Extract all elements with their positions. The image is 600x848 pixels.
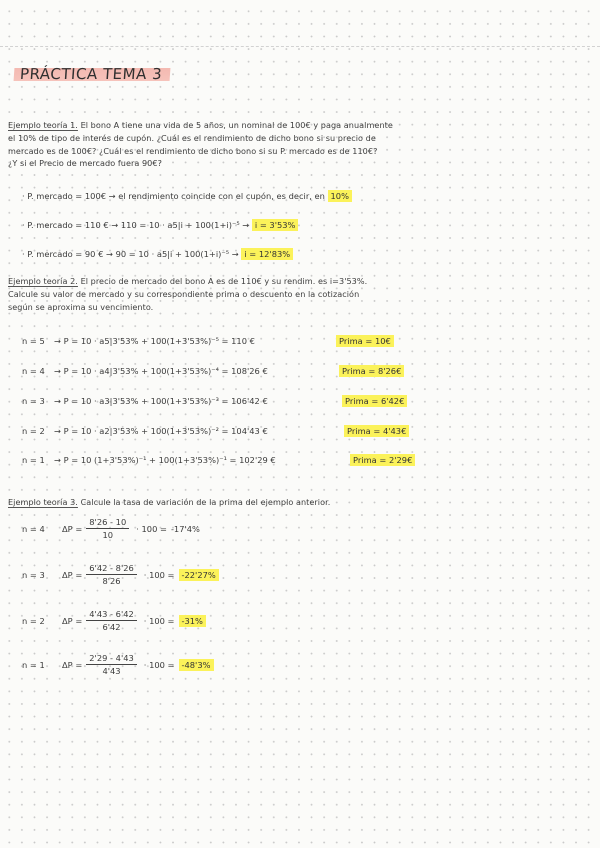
ex2-row-4-n: n = 2 <box>22 426 45 436</box>
ex3-row-4-denominator: 4'43 <box>102 666 121 676</box>
ex2-row-2-eq: → P = 10 · a4|3'53% + 100(1+3'53%)⁻⁴ = 108'26 € <box>54 366 268 376</box>
ex3-row-2-fraction <box>86 563 137 586</box>
ex3-row-1-numerator: 8'26 - 10 <box>86 517 129 529</box>
ex1-line-2-text: → 110 = 10 · a5|i + 100(1+i)⁻⁵ → <box>111 220 250 230</box>
ex2-row-5-n: n = 1 <box>22 455 45 465</box>
ex3-row-1-times: · 100 = <box>136 523 167 534</box>
ex1-line-3-lhs: P. mercado = 90 € <box>27 249 104 259</box>
page-top-divider <box>0 46 600 47</box>
page-title: PRÁCTICA TEMA 3 <box>13 64 171 85</box>
ex3-row <box>22 563 219 586</box>
ex1-text-line-2: el 10% de tipo de interés de cupón. ¿Cuál es el rendimiento de dicho bono si su precio de <box>8 132 376 143</box>
ex3-row-3-n: n = 2 <box>22 615 45 626</box>
ex3-row-3-result: -31% <box>179 615 206 627</box>
ex3-text: Calcule la tasa de variación de la prima del ejemplo anterior. <box>80 497 331 507</box>
ex3-row-1-n: n = 4 <box>22 523 45 534</box>
ex2-text-line-1: El precio de mercado del bono A es de 110€ y su rendim. es i=3'53%. <box>80 276 368 286</box>
ex3-row-3-numerator: 4'43 - 6'42 <box>86 609 137 621</box>
ex2-row-4-eq: → P = 10 · a2|3'53% + 100(1+3'53%)⁻² = 104'43 € <box>54 426 268 436</box>
ex3-row-4-dp: ΔP = <box>62 659 83 670</box>
ex2-heading: Ejemplo teoría 2. <box>8 276 78 286</box>
ex3-row-3-denominator: 6'42 <box>102 622 121 632</box>
ex2-row-1-eq: → P = 10 · a5|3'53% + 100(1+3'53%)⁻⁵ = 110 € <box>54 336 255 346</box>
ex2-row-4-prima: Prima = 4'43€ <box>344 425 409 437</box>
ex3-heading: Ejemplo teoría 3. <box>8 497 78 507</box>
ex1-statement <box>8 119 548 170</box>
ex2-statement <box>8 275 548 313</box>
ex2-row-3-n: n = 3 <box>22 396 45 406</box>
ex1-line-3-text: → 90 = 10 · a5|i + 100(1+i)⁻⁵ → <box>106 249 239 259</box>
ex3-row-2-n: n = 3 <box>22 569 45 580</box>
ex2-row-3-eq: → P = 10 · a3|3'53% + 100(1+3'53%)⁻³ = 106'42 € <box>54 396 268 406</box>
ex3-row-2-dp: ΔP = <box>62 569 83 580</box>
ex2-text-line-3: según se aproxima su vencimiento. <box>8 301 154 312</box>
ex1-text-line-3: mercado es de 100€? ¿Cuál es el rendimiento de dicho bono si su P. mercado es de 110€? <box>8 145 378 156</box>
ex1-heading: Ejemplo teoría 1. <box>8 120 78 130</box>
ex3-row-1-fraction <box>86 517 129 540</box>
ex3-row <box>22 609 206 632</box>
ex2-text-line-2: Calcule su valor de mercado y su correspondiente prima o descuento en la cotización <box>8 288 360 299</box>
ex1-line-1-result: 10% <box>328 190 352 202</box>
ex1-line-2: · P. mercado = 110 € → 110 = 10 · a5|i + 100(1+i)⁻⁵ → i = 3'53% <box>22 220 298 230</box>
ex3-row-2-times: · 100 = <box>143 569 175 580</box>
ex2-row-3-prima: Prima = 6'42€ <box>342 395 407 407</box>
ex2-row <box>22 426 409 436</box>
ex1-line-1-text: → el rendimiento coincide con el cupón, es decir, en <box>108 191 325 201</box>
ex3-row <box>22 517 200 540</box>
ex3-row-1-dp: ΔP = <box>62 523 83 534</box>
ex3-statement <box>8 496 330 509</box>
ex3-row-1-result: -17'4% <box>170 523 200 534</box>
ex3-row-3-dp: ΔP = <box>62 615 83 626</box>
ex1-text-line-1: El bono A tiene una vida de 5 años, un nominal de 100€ y paga anualmente <box>80 120 393 130</box>
ex2-row-1-n: n = 5 <box>22 336 45 346</box>
ex2-row-5-prima: Prima = 2'29€ <box>350 454 415 466</box>
ex2-row <box>22 366 404 376</box>
ex1-line-2-result: i = 3'53% <box>252 219 299 231</box>
ex2-row-1-prima: Prima = 10€ <box>336 335 394 347</box>
ex2-row <box>22 396 407 406</box>
ex1-line-3-result: i = 12'83% <box>241 248 293 260</box>
ex3-row-3-times: · 100 = <box>143 615 175 626</box>
ex3-row-4-times: · 100 = <box>143 659 175 670</box>
ex2-row <box>22 455 415 465</box>
ex3-row-2-numerator: 6'42 - 8'26 <box>86 563 137 575</box>
ex2-row-2-n: n = 4 <box>22 366 45 376</box>
ex2-row <box>22 336 394 346</box>
ex2-row-5-eq: → P = 10 (1+3'53%)⁻¹ + 100(1+3'53%)⁻¹ = 102'29 € <box>54 455 276 465</box>
ex1-text-line-4: ¿Y si el Precio de mercado fuera 90€? <box>8 158 162 169</box>
ex3-row-4-result: -48'3% <box>179 659 214 671</box>
ex3-row-2-denominator: 8'26 <box>102 576 121 586</box>
ex3-row-4-numerator: 2'29 - 4'43 <box>86 653 137 665</box>
ex1-line-2-lhs: P. mercado = 110 € <box>27 220 109 230</box>
ex3-row-2-result: -22'27% <box>179 569 219 581</box>
ex1-line-1-lhs: P. mercado = 100€ <box>27 191 107 201</box>
ex2-row-2-prima: Prima = 8'26€ <box>339 365 404 377</box>
ex1-line-1: · P. mercado = 100€ → el rendimiento coincide con el cupón, es decir, en 10% <box>22 191 352 201</box>
ex3-row-4-fraction <box>86 653 137 676</box>
ex3-row-4-n: n = 1 <box>22 659 45 670</box>
ex3-row-1-denominator: 10 <box>102 530 114 540</box>
ex3-row-3-fraction <box>86 609 137 632</box>
ex3-row <box>22 653 214 676</box>
ex1-line-3: · P. mercado = 90 € → 90 = 10 · a5|i + 100(1+i)⁻⁵ → i = 12'83% <box>22 249 293 259</box>
